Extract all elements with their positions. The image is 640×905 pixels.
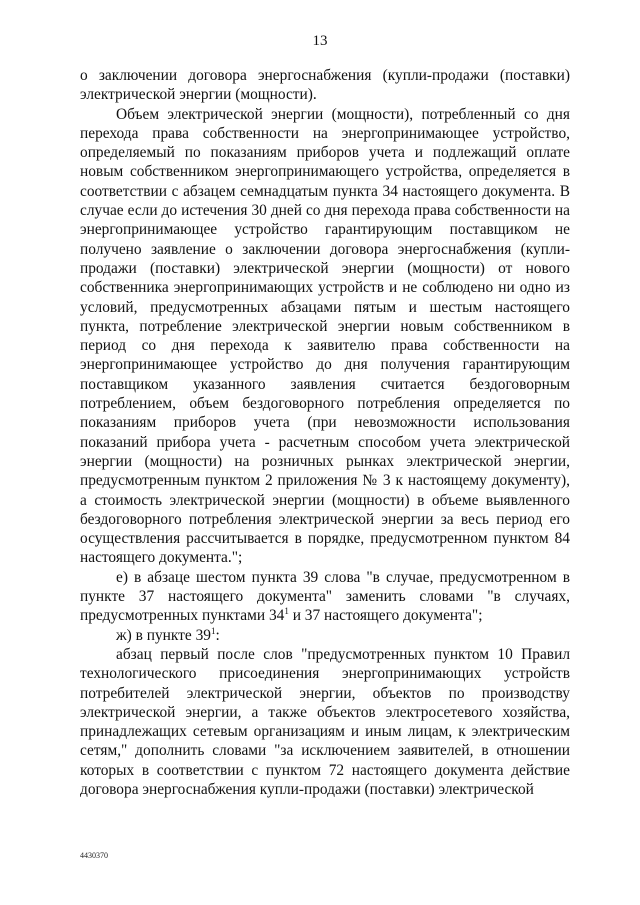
paragraph-text: е) в абзаце шестом пункта 39 слова "в случае, предусмотренном в пункте 37 настоящего документа" заменить словами "в случаях, предусмотренных пунктами 34 bbox=[80, 568, 570, 625]
page-number: 13 bbox=[312, 33, 328, 49]
paragraph-text: о заключении договора энергоснабжения (купли-продажи (поставки) электрической энергии (мощности). bbox=[80, 67, 570, 104]
paragraph-text: ж) в пункте 39 bbox=[116, 626, 211, 644]
superscript: 1 bbox=[284, 606, 289, 617]
paragraph-item-e bbox=[80, 568, 570, 626]
superscript: 1 bbox=[210, 625, 216, 636]
paragraph-item-zh bbox=[80, 626, 570, 645]
paragraph-text: Объем электрической энергии (мощности), потребленный со дня перехода права собственности на энергопринимающее устройство, определяемый по показаниям приборов учета и подлежащий оплате новым собственником энергопринимающего устройства, определяется в соответствии с абзацем семнадцатым пункта 34 настоящего документа. В случае если до истечения 30 дней со дня перехода права собственности на энергопринимающее устройство гарантирующим поставщиком не получено заявление о заключении договора энергоснабжения (купли-продажи (поставки) электрической энергии (мощности) от нового собственника энергопринимающих устройств и не соблюдено ни одно из условий, предусмотренных абзацами пятым и шестым настоящего пункта, потребление электрической энергии новым собственником в период со дня перехода к заявителю права собственности на энергопринимающее устройство до дня получения гарантирующим поставщиком указанного заявления считается бездоговорным потреблением, объем бездоговорного потребления определяется по показаниям приборов учета (при невозможности использования показаний прибора учета - расчетным способом учета электрической энергии (мощности) на розничных рынках электрической энергии, предусмотренным пунктом 2 приложения № 3 к настоящему документу), а стоимость электрической энергии (мощности) в объеме выявленного бездоговорного потребления электрической энергии за весь период его осуществления рассчитывается в порядке, предусмотренном пунктом 84 настоящего документа."; bbox=[80, 105, 570, 567]
document-code: 4430370 bbox=[80, 851, 108, 860]
paragraph-text-after: : bbox=[215, 626, 220, 644]
paragraph-continuation bbox=[80, 66, 570, 105]
paragraph-text-after: и 37 настоящего документа"; bbox=[288, 607, 483, 625]
paragraph-volume-determination bbox=[80, 105, 570, 568]
paragraph-first-abzac bbox=[80, 645, 570, 799]
paragraph-text: абзац первый после слов "предусмотренных пунктом 10 Правил технологического присоединения энергопринимающих устройств потребителей электрической энергии, объектов по производству электрической энергии, а также объектов электросетевого хозяйства, принадлежащих сетевым организациям и иным лицам, к электрическим сетям," дополнить словами "за исключением заявителей, в отношении которых в соответствии с пунктом 72 настоящего документа действие договора энергоснабжения купли-продажи (поставки) электрической bbox=[80, 645, 570, 798]
document-body bbox=[80, 66, 570, 799]
